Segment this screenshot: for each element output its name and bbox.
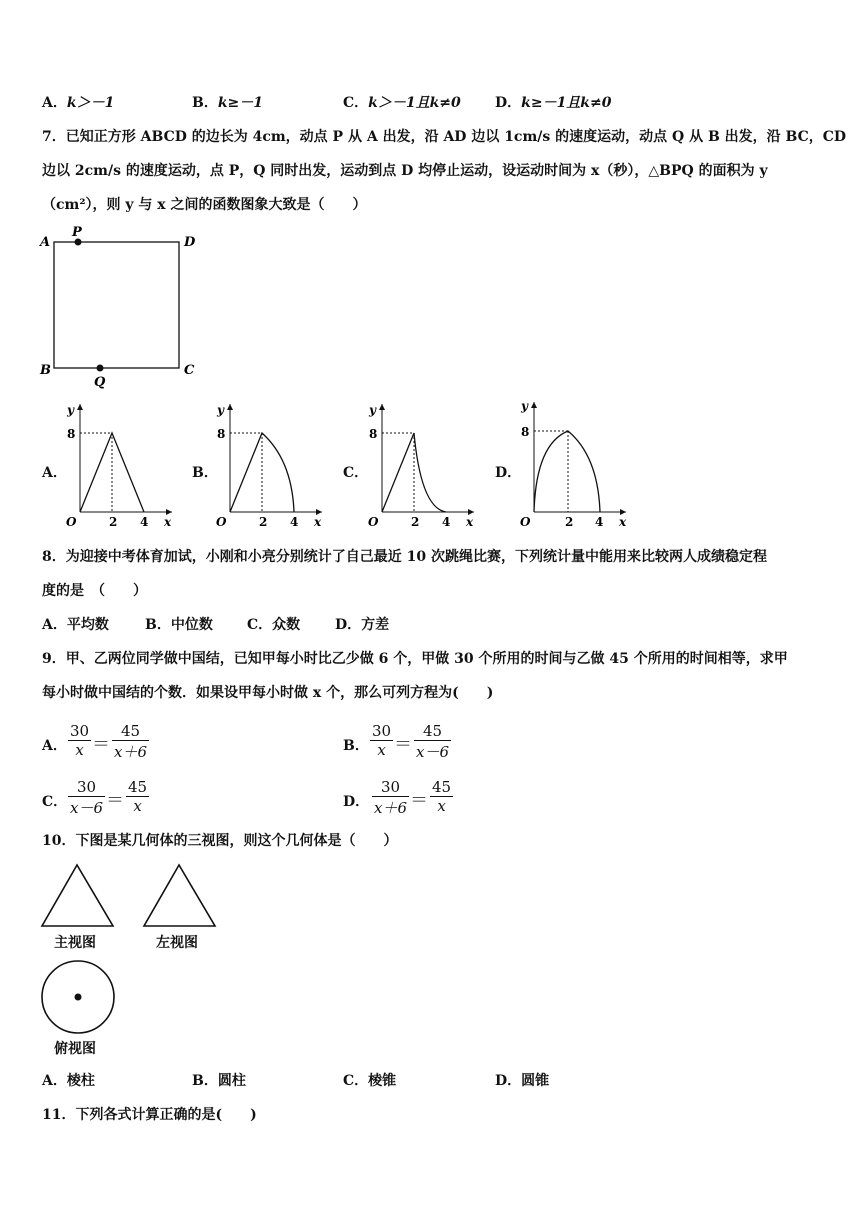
q9-stem-line-2: 每小时做中国结的个数．如果设甲每小时做 x 个，那么可列方程为( )	[42, 685, 494, 701]
svg-text:y: y	[217, 403, 224, 417]
q8-option-d[interactable]	[335, 614, 389, 634]
q9-d-left-fraction: $\frac{30}{x+6}$	[374, 778, 408, 817]
svg-text:O: O	[216, 515, 227, 529]
option-text: 圆柱	[217, 1073, 246, 1089]
q9-b-left-fraction: $\frac{30}{x}$	[372, 722, 392, 759]
q9-option-b-letter[interactable]: B．	[343, 738, 369, 754]
option-text: 圆锥	[521, 1073, 550, 1089]
option-letter: D．	[495, 1073, 522, 1089]
option-letter: C．	[343, 1073, 369, 1089]
option-text: k≥－1且k≠0	[521, 95, 612, 111]
svg-text:4: 4	[442, 515, 451, 529]
option-text: 棱锥	[368, 1073, 397, 1089]
svg-text:8: 8	[217, 427, 226, 441]
svg-text:y: y	[521, 399, 528, 413]
q6-option-a[interactable]	[42, 92, 114, 112]
option-letter: C．	[343, 95, 369, 111]
q7-stem-line-3: （cm²），则 y 与 x 之间的函数图象大致是（ ）	[42, 197, 367, 213]
graph-c	[366, 398, 478, 530]
q9-a-left-fraction: $\frac{30}{x}$	[70, 722, 90, 759]
q7-stem-line-1: 7．已知正方形 ABCD 的边长为 4cm，动点 P 从 A 出发，沿 AD 边以 1cm/s 的速度运动，动点 Q 从 B 出发，沿 BC，CD	[42, 129, 847, 145]
q10-option-c[interactable]	[343, 1070, 396, 1090]
label-q: Q	[94, 375, 106, 390]
graph-b	[214, 398, 326, 530]
q8-option-c[interactable]	[247, 614, 300, 634]
label-a: A	[40, 235, 51, 250]
option-letter: D．	[335, 617, 362, 633]
label-p: P	[72, 226, 82, 240]
q9-c-right-fraction: $\frac{45}{x}$	[128, 778, 148, 815]
square-figure	[36, 226, 206, 390]
svg-text:4: 4	[140, 515, 149, 529]
point-q	[97, 365, 104, 372]
svg-text:x: x	[314, 515, 322, 529]
option-text: 中位数	[170, 617, 213, 633]
option-text: k＞－1且k≠0	[368, 95, 461, 111]
graph-c-curve	[382, 433, 446, 512]
svg-text:O: O	[520, 515, 531, 529]
option-letter: B．	[192, 1073, 218, 1089]
option-letter: B．	[145, 617, 171, 633]
option-letter: C．	[247, 617, 273, 633]
svg-text:x: x	[164, 515, 172, 529]
front-view-triangle	[38, 860, 118, 930]
q10-option-a[interactable]	[42, 1070, 95, 1090]
q7-option-c[interactable]: C．	[343, 465, 369, 481]
q6-option-b[interactable]	[192, 92, 263, 112]
svg-text:8: 8	[67, 427, 76, 441]
q9-option-a-letter[interactable]: A．	[42, 738, 67, 754]
q7-option-b[interactable]: B．	[192, 465, 218, 481]
label-d: D	[184, 235, 196, 250]
q8-option-b[interactable]	[145, 614, 213, 634]
svg-text:2: 2	[565, 515, 574, 529]
svg-text:x: x	[466, 515, 474, 529]
svg-text:x: x	[619, 515, 627, 529]
label-c: C	[184, 363, 195, 378]
svg-text:O: O	[368, 515, 379, 529]
left-view-triangle	[140, 860, 220, 930]
left-view-caption: 左视图	[156, 935, 198, 951]
q7-option-a[interactable]: A．	[42, 465, 67, 481]
q10-option-b[interactable]	[192, 1070, 246, 1090]
graph-b-curve	[230, 433, 294, 512]
svg-text:2: 2	[109, 515, 118, 529]
svg-text:4: 4	[595, 515, 604, 529]
q9-option-d-letter[interactable]: D．	[343, 794, 370, 810]
option-text: 平均数	[66, 617, 109, 633]
top-view-circle	[38, 958, 120, 1038]
option-text: 方差	[361, 617, 390, 633]
svg-text:y: y	[369, 403, 376, 417]
svg-text:2: 2	[411, 515, 420, 529]
q10-option-d[interactable]	[495, 1070, 549, 1090]
option-text: k＞－1	[66, 95, 115, 111]
svg-text:O: O	[66, 515, 77, 529]
graph-a	[64, 398, 176, 530]
q8-stem-line-2: 度的是 （ ）	[42, 583, 147, 599]
option-letter: B．	[192, 95, 218, 111]
option-text: 众数	[272, 617, 301, 633]
equals-sign: ＝	[106, 790, 124, 811]
q9-b-right-fraction: $\frac{45}{x-6}$	[416, 722, 450, 761]
option-text: 棱柱	[66, 1073, 95, 1089]
q9-a-right-fraction: $\frac{45}{x+6}$	[114, 722, 148, 761]
option-letter: D．	[495, 95, 522, 111]
svg-text:y: y	[67, 403, 74, 417]
q7-option-d[interactable]: D．	[495, 465, 522, 481]
option-letter: A．	[42, 617, 67, 633]
q8-option-a[interactable]	[42, 614, 109, 634]
svg-text:8: 8	[521, 425, 530, 439]
q9-d-right-fraction: $\frac{45}{x}$	[432, 778, 452, 815]
q9-stem-line-1: 9．甲、乙两位同学做中国结，已知甲每小时比乙少做 6 个，甲做 30 个所用的时间与乙做 45 个所用的时间相等，求甲	[42, 651, 788, 667]
q6-option-c[interactable]	[343, 92, 461, 112]
q6-option-d[interactable]	[495, 92, 611, 112]
option-letter: A．	[42, 95, 67, 111]
top-view-caption: 俯视图	[54, 1041, 96, 1057]
q11-stem-line-1: 11．下列各式计算正确的是( )	[42, 1107, 257, 1123]
label-b: B	[40, 363, 51, 378]
front-view-caption: 主视图	[54, 935, 96, 951]
svg-text:8: 8	[369, 427, 378, 441]
q9-option-c-letter[interactable]: C．	[42, 794, 68, 810]
square-abcd	[54, 242, 179, 368]
svg-text:2: 2	[259, 515, 268, 529]
equals-sign: ＝	[410, 790, 428, 811]
option-text: k≥－1	[217, 95, 264, 111]
equals-sign: ＝	[394, 734, 412, 755]
q7-stem-line-2: 边以 2cm/s 的速度运动，点 P，Q 同时出发，运动到点 D 均停止运动，设运动时间为 x（秒），△BPQ 的面积为 y	[42, 163, 768, 179]
graph-d	[518, 396, 630, 530]
equals-sign: ＝	[92, 734, 110, 755]
q10-stem-line-1: 10．下图是某几何体的三视图，则这个几何体是（ ）	[42, 833, 398, 849]
q8-stem-line-1: 8．为迎接中考体育加试，小刚和小亮分别统计了自己最近 10 次跳绳比赛，下列统计量中能用来比较两人成绩稳定程	[42, 549, 767, 565]
option-letter: A．	[42, 1073, 67, 1089]
graph-a-curve	[80, 433, 144, 512]
svg-text:4: 4	[290, 515, 299, 529]
graph-d-curve	[534, 431, 600, 512]
q9-c-left-fraction: $\frac{30}{x-6}$	[70, 778, 104, 817]
